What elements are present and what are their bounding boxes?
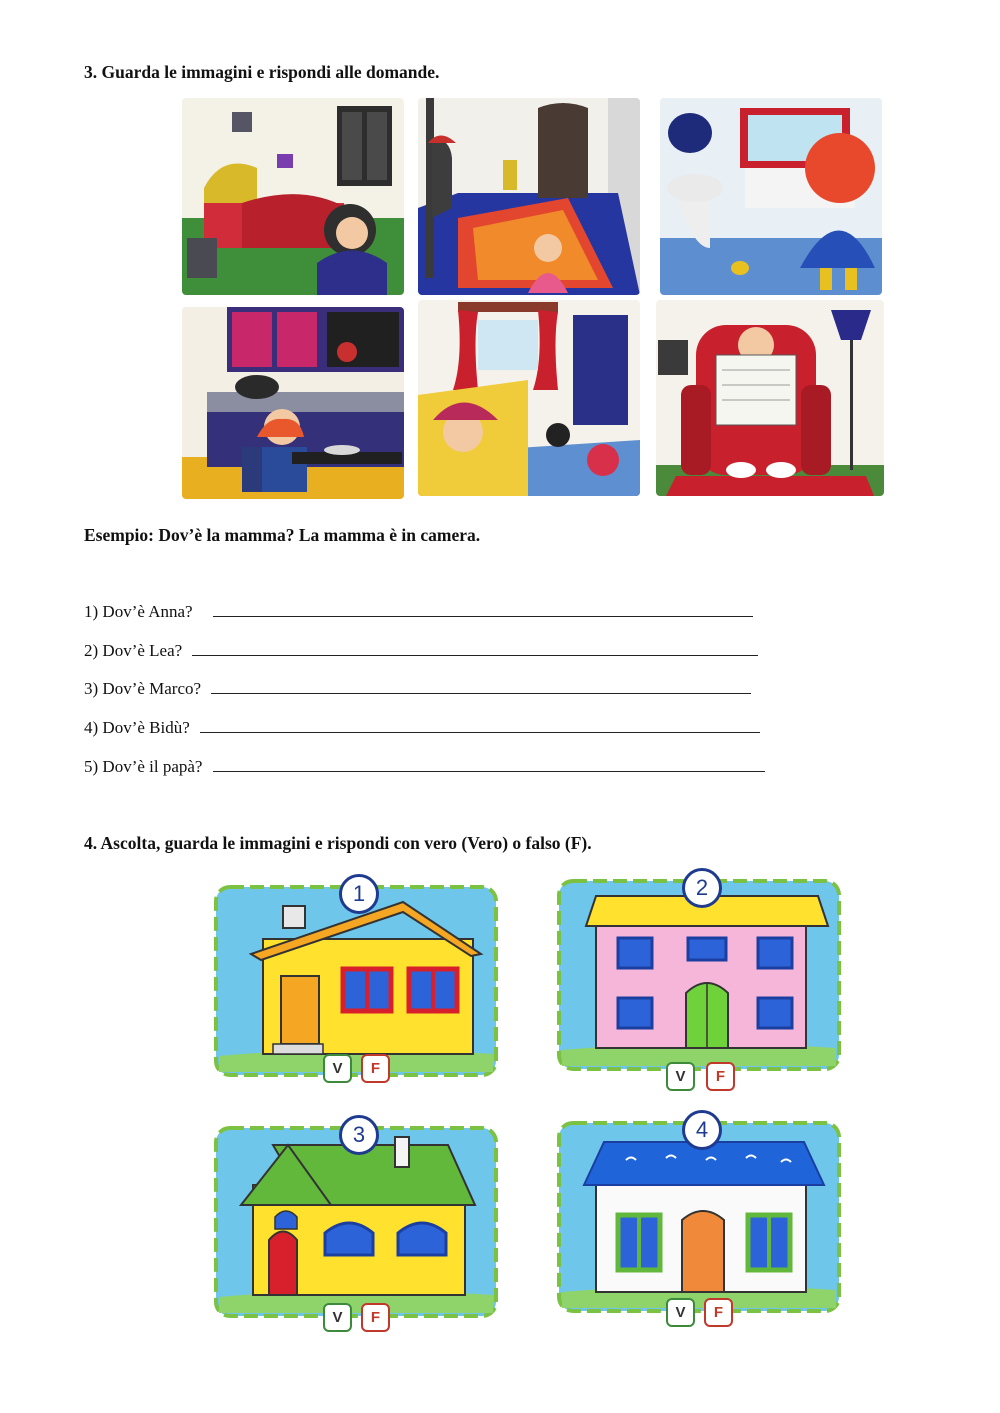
true-option[interactable]: V	[323, 1303, 352, 1332]
question-label: 4) Dov’è Bidù?	[84, 718, 190, 737]
house-1-icon	[213, 884, 499, 1084]
question-label: 2) Dov’è Lea?	[84, 641, 183, 660]
false-option[interactable]: F	[704, 1298, 733, 1327]
kids-room-icon	[418, 300, 640, 496]
kitchen-icon	[182, 307, 404, 499]
answer-line[interactable]	[200, 718, 760, 733]
false-option[interactable]: F	[361, 1054, 390, 1083]
house-card-2	[556, 875, 842, 1085]
question-label: 3) Dov’è Marco?	[84, 679, 202, 698]
house-number: 3	[339, 1115, 379, 1155]
true-option[interactable]: V	[323, 1054, 352, 1083]
house-card-3	[213, 1122, 499, 1326]
house-number: 4	[682, 1110, 722, 1150]
house-card-4	[556, 1117, 842, 1321]
section-3-title: 3. Guarda le immagini e rispondi alle domande.	[84, 62, 440, 82]
house-4-icon	[556, 1120, 842, 1320]
false-option[interactable]: F	[706, 1062, 735, 1091]
question-1	[84, 602, 753, 622]
true-option[interactable]: V	[666, 1062, 695, 1091]
section-4-title: 4. Ascolta, guarda le immagini e rispondi con vero (Vero) o falso (F).	[84, 833, 592, 853]
answer-line[interactable]	[192, 641, 758, 656]
house-3-icon	[213, 1125, 499, 1325]
false-option[interactable]: F	[361, 1303, 390, 1332]
living-room-icon	[656, 300, 884, 496]
question-4	[84, 718, 760, 738]
question-5	[84, 757, 765, 777]
house-2-icon	[556, 878, 842, 1078]
true-option[interactable]: V	[666, 1298, 695, 1327]
house-number: 2	[682, 868, 722, 908]
house-card-1	[213, 881, 499, 1084]
answer-line[interactable]	[213, 757, 765, 772]
house-number: 1	[339, 874, 379, 914]
question-2	[84, 641, 758, 661]
bathroom-icon	[660, 98, 882, 295]
bedroom-icon	[182, 98, 404, 295]
hallway-icon	[418, 98, 640, 295]
question-3	[84, 679, 751, 699]
question-label: 5) Dov’è il papà?	[84, 757, 203, 776]
answer-line[interactable]	[213, 602, 753, 617]
answer-line[interactable]	[211, 679, 751, 694]
example-sentence: Esempio: Dov’è la mamma? La mamma è in camera.	[84, 525, 481, 545]
question-label: 1) Dov’è Anna?	[84, 602, 193, 621]
